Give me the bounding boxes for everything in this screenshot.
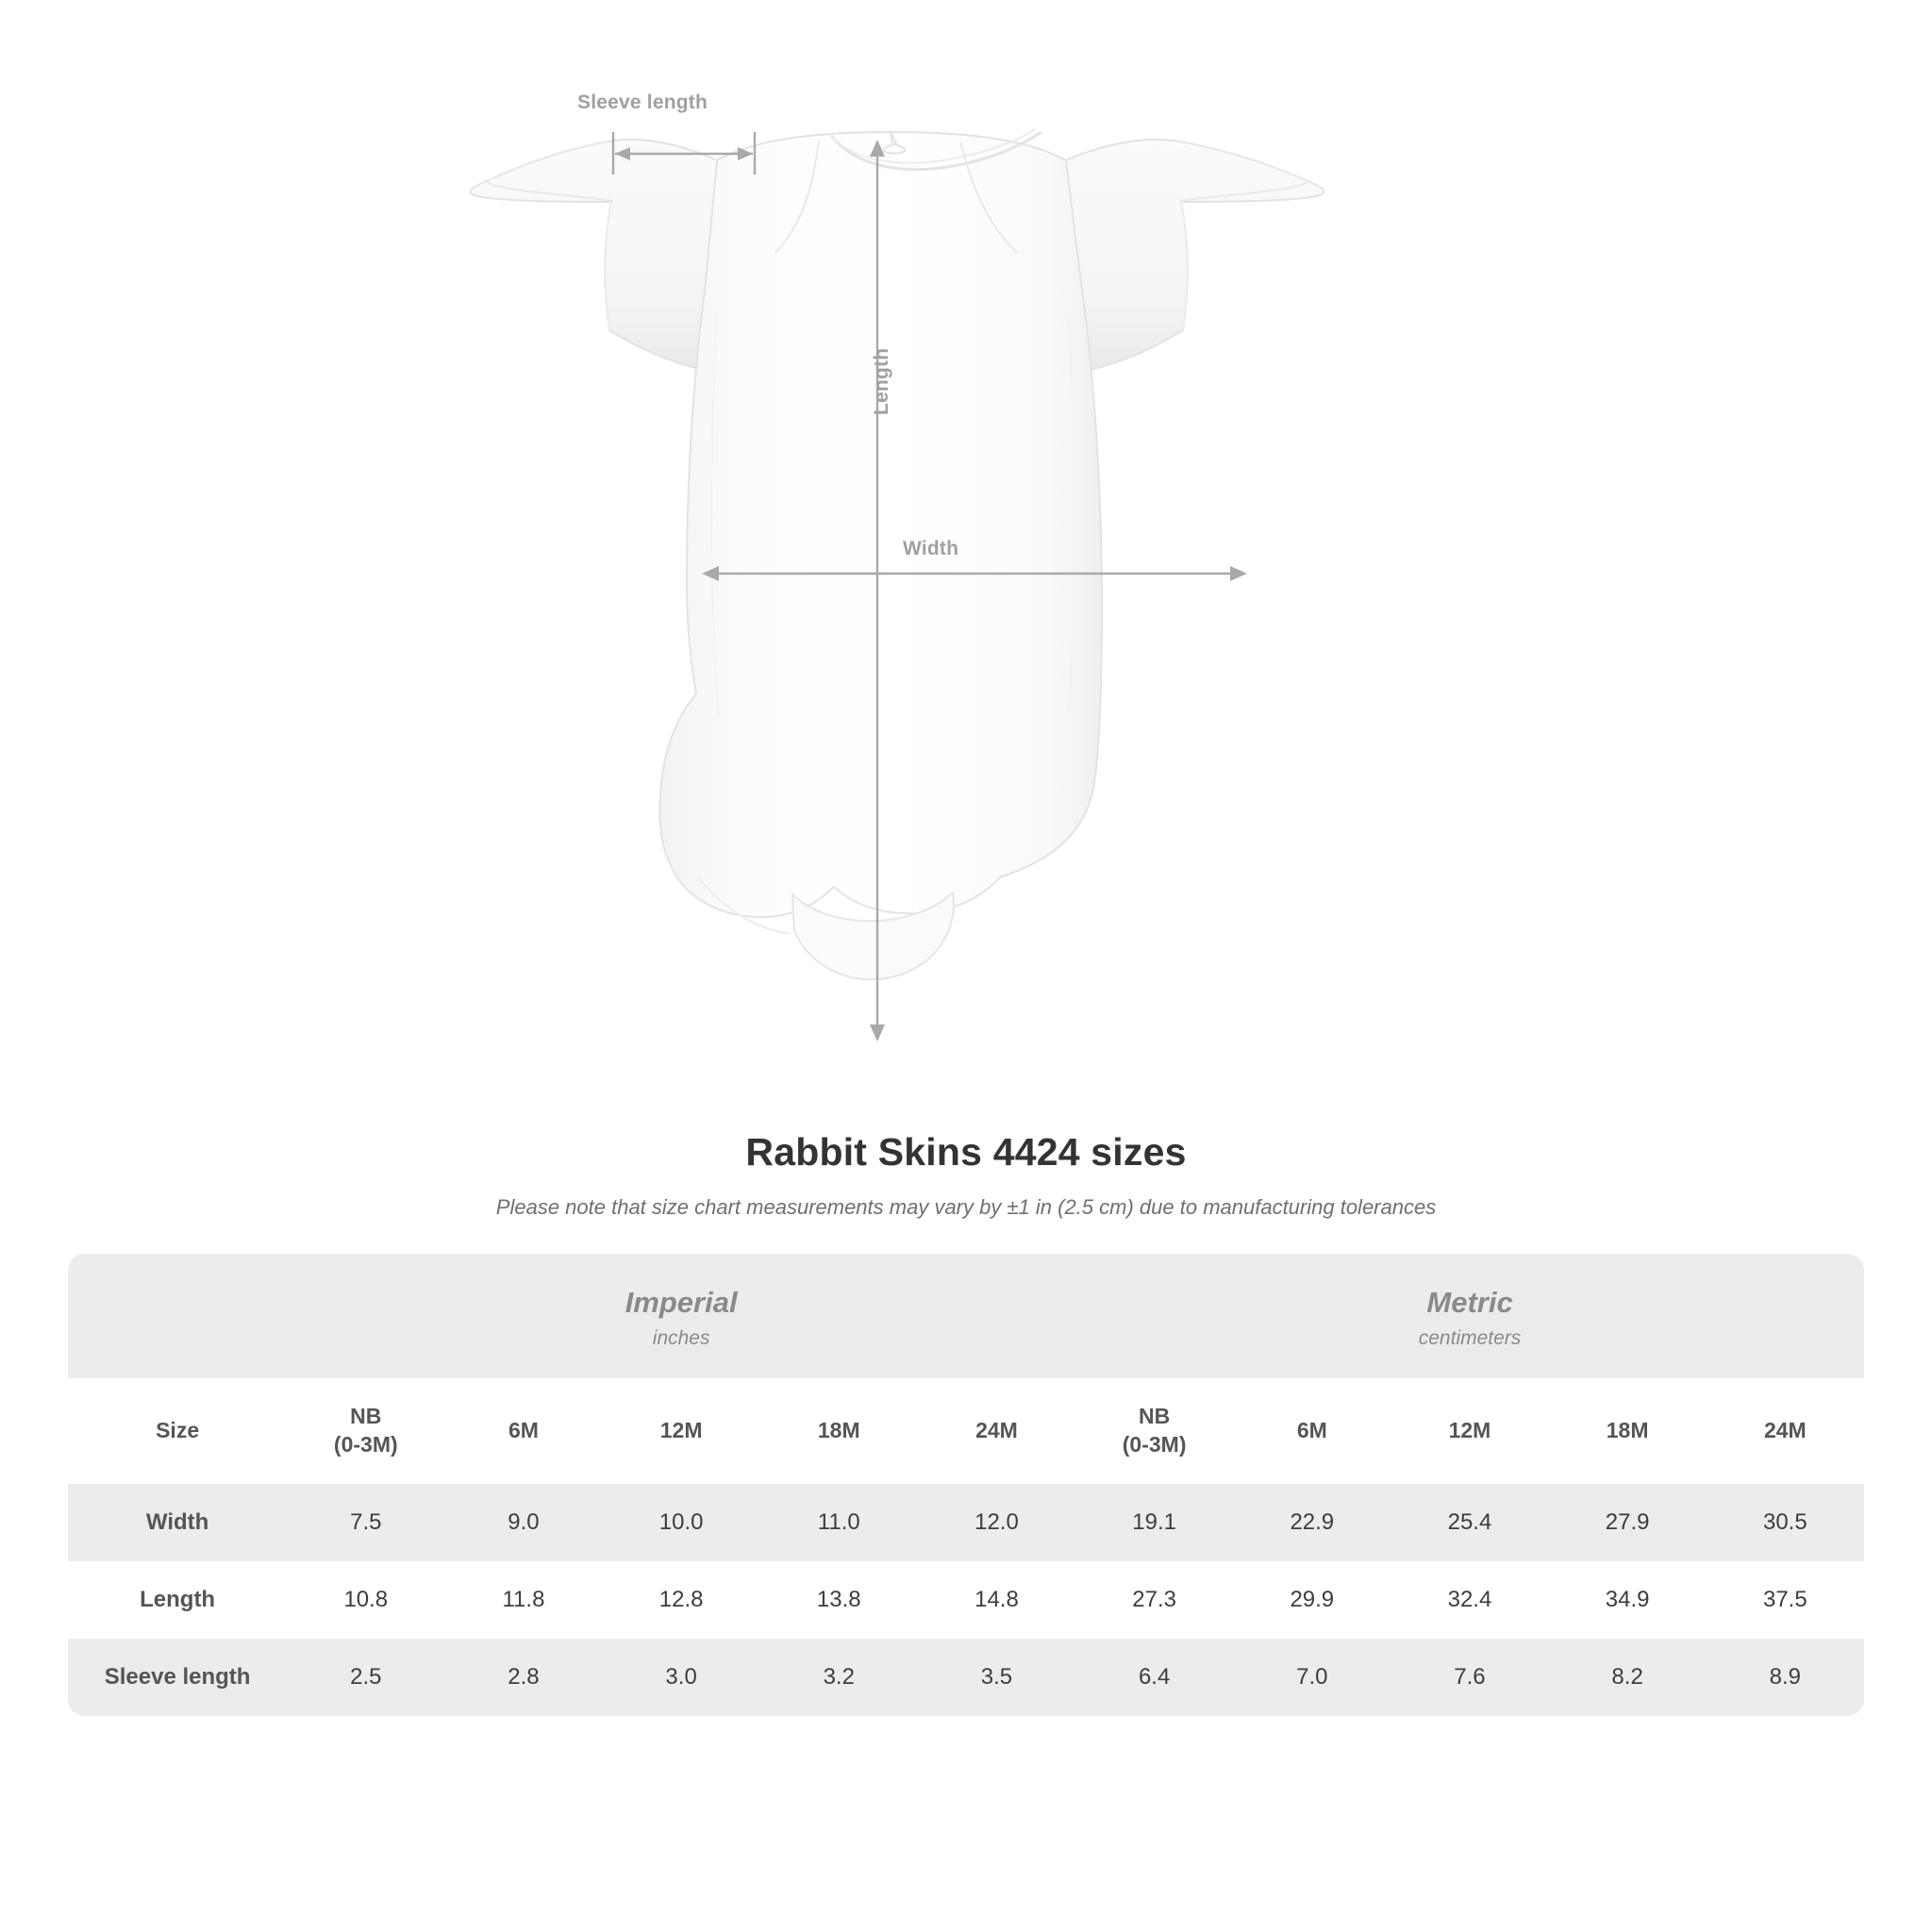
table-header-row [68,1378,1864,1484]
cell-length-3: 13.8 [760,1561,918,1639]
header-col-1: 6M [444,1378,602,1484]
cell-length-5: 27.3 [1075,1561,1233,1639]
cell-length-8: 34.9 [1549,1561,1707,1639]
sleeve-length-label: Sleeve length [577,92,708,113]
cell-sleeve-2: 3.0 [603,1639,760,1716]
table-row-length [68,1561,1864,1639]
unit-group-imperial-name: Imperial [625,1286,738,1319]
unit-group-spacer [68,1254,287,1378]
unit-group-imperial [287,1254,1075,1378]
cell-sleeve-1: 2.8 [444,1639,602,1716]
header-col-0: NB (0-3M) [287,1378,444,1484]
header-col-2: 12M [603,1378,760,1484]
cell-length-7: 32.4 [1391,1561,1548,1639]
cell-width-0: 7.5 [287,1484,444,1561]
header-size-label: Size [68,1378,287,1484]
bodysuit-body [659,132,1102,917]
cell-sleeve-8: 8.2 [1549,1639,1707,1716]
cell-width-9: 30.5 [1707,1484,1864,1561]
cell-sleeve-0: 2.5 [287,1639,444,1716]
cell-length-1: 11.8 [444,1561,602,1639]
width-label: Width [903,538,959,559]
row-label-width: Width [68,1484,287,1561]
table-row-width [68,1484,1864,1561]
cell-sleeve-9: 8.9 [1707,1639,1864,1716]
cell-width-7: 25.4 [1391,1484,1548,1561]
unit-group-imperial-sub: inches [652,1327,710,1349]
size-table-wrapper [68,1254,1864,1716]
page-title: Rabbit Skins 4424 sizes [745,1130,1187,1174]
table-row-sleeve-length [68,1639,1864,1716]
cell-length-6: 29.9 [1233,1561,1391,1639]
tolerance-note: Please note that size chart measurements may vary by ±1 in (2.5 cm) due to manufacturing tolerances [495,1195,1437,1219]
header-col-9: 24M [1707,1378,1864,1484]
header-col-7: 12M [1391,1378,1548,1484]
length-label: Length [871,347,892,415]
unit-group-metric-name: Metric [1426,1286,1513,1319]
cell-sleeve-6: 7.0 [1233,1639,1391,1716]
cell-length-0: 10.8 [287,1561,444,1639]
row-label-length: Length [68,1561,287,1639]
cell-sleeve-5: 6.4 [1075,1639,1233,1716]
cell-length-2: 12.8 [603,1561,760,1639]
cell-width-4: 12.0 [918,1484,1075,1561]
unit-group-metric-sub: centimeters [1418,1327,1522,1349]
header-col-3: 18M [760,1378,918,1484]
cell-length-9: 37.5 [1707,1561,1864,1639]
cell-sleeve-3: 3.2 [760,1639,918,1716]
header-col-4: 24M [918,1378,1075,1484]
unit-group-row [68,1254,1864,1378]
size-table [68,1254,1864,1716]
cell-length-4: 14.8 [918,1561,1075,1639]
cell-width-1: 9.0 [444,1484,602,1561]
cell-width-2: 10.0 [603,1484,760,1561]
cell-sleeve-4: 3.5 [918,1639,1075,1716]
title-block [0,1130,1932,1220]
unit-group-metric [1075,1254,1864,1378]
header-col-6: 6M [1233,1378,1391,1484]
row-label-sleeve-length: Sleeve length [68,1639,287,1716]
cell-width-5: 19.1 [1075,1484,1233,1561]
cell-width-3: 11.0 [760,1484,918,1561]
cell-width-8: 27.9 [1549,1484,1707,1561]
header-col-8: 18M [1549,1378,1707,1484]
cell-sleeve-7: 7.6 [1391,1639,1548,1716]
header-col-5: NB (0-3M) [1075,1378,1233,1484]
cell-width-6: 22.9 [1233,1484,1391,1561]
